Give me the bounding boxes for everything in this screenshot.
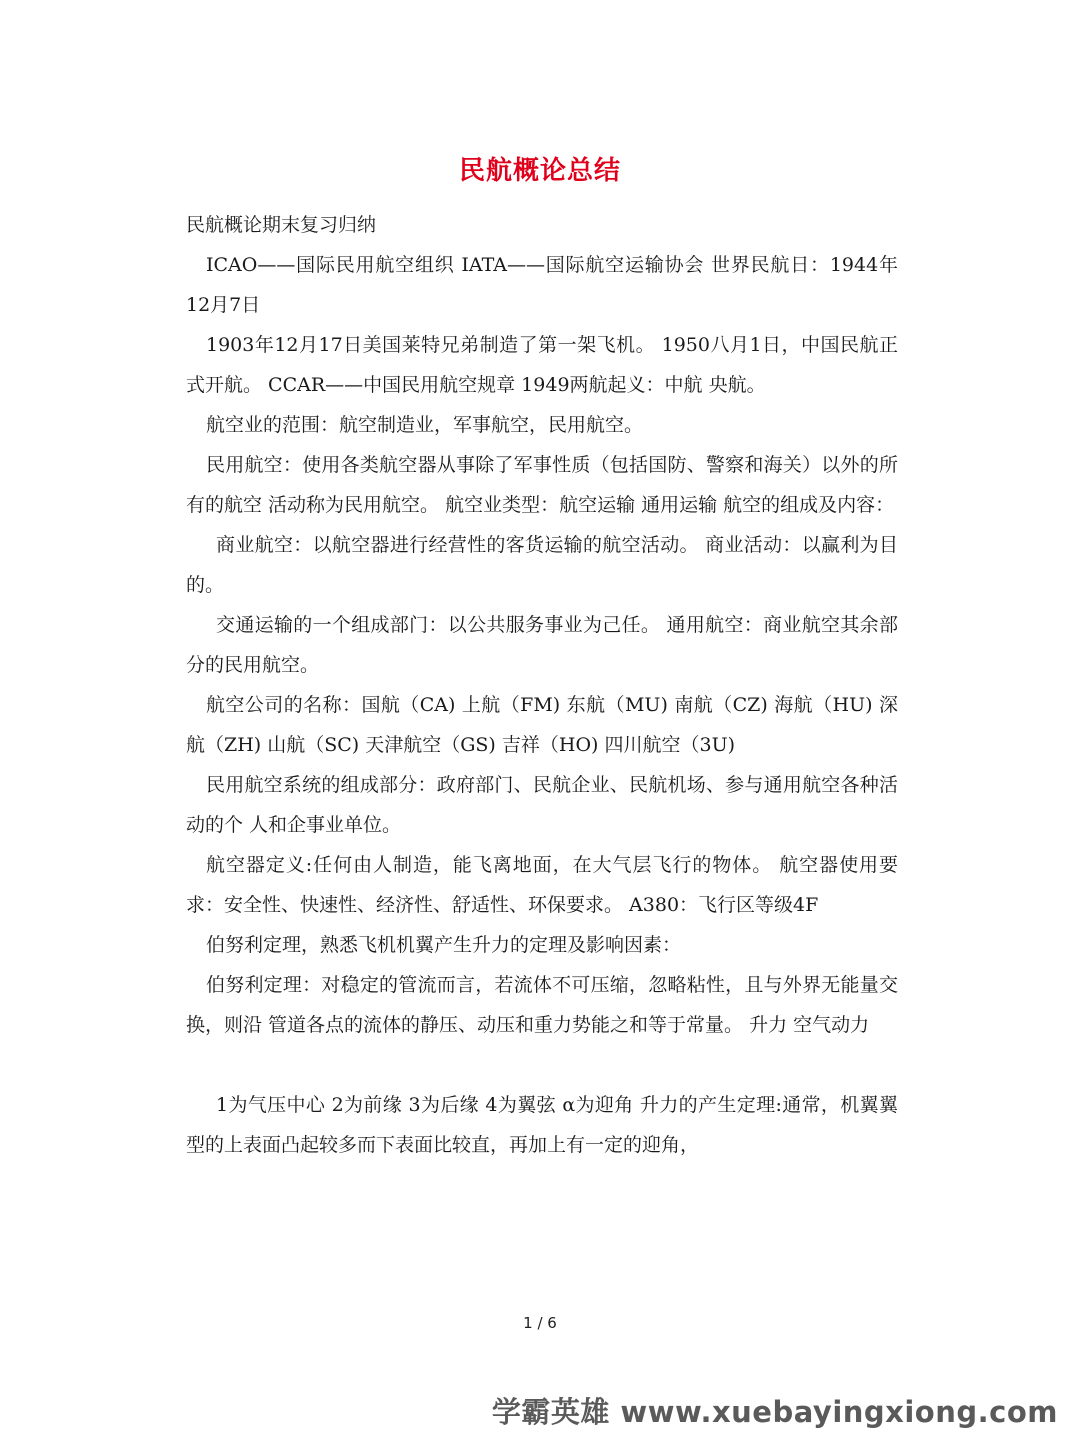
paragraph-subtitle: 民航概论期末复习归纳: [186, 214, 377, 236]
paragraph-lift: 1为气压中心 2为前缘 3为后缘 4为翼弦 α为迎角 升力的产生定理:通常，机翼翼型的上表面凸起较多而下表面比较直，再加上有一定的迎角，: [186, 1094, 898, 1156]
paragraph-scope: 航空业的范围：航空制造业，军事航空，民用航空。: [206, 414, 644, 436]
paragraph-transport: 交通运输的一个组成部门：以公共服务事业为己任。 通用航空：商业航空其余部分的民用航空。: [186, 614, 898, 676]
paragraph-airlines: 航空公司的名称：国航（CA) 上航（FM) 东航（MU) 南航（CZ) 海航（HU) 深航（ZH) 山航（SC) 天津航空（GS) 吉祥（HO) 四川航空（3U): [186, 694, 898, 756]
paragraph-commercial-aviation: 商业航空：以航空器进行经营性的客货运输的航空活动。 商业活动：以赢利为目的。: [186, 534, 898, 596]
paragraph-bernoulli-heading: 伯努利定理，熟悉飞机机翼产生升力的定理及影响因素：: [206, 934, 682, 956]
document-title: 民航概论总结: [458, 156, 621, 186]
paragraph-history: 1903年12月17日美国莱特兄弟制造了第一架飞机。 1950八月1日，中国民航正式开航。 CCAR——中国民用航空规章 1949两航起义：中航 央航。: [186, 334, 898, 396]
paragraph-bernoulli-theorem: 伯努利定理：对稳定的管流而言，若流体不可压缩，忽略粘性，且与外界无能量交换，则沿 管道各点的流体的静压、动压和重力势能之和等于常量。 升力 空气动力: [186, 974, 898, 1036]
watermark: 学霸英雄 www.xuebayingxiong.com: [491, 1395, 1058, 1429]
blank-gap: [186, 1045, 898, 1085]
paragraph-organizations: ICAO——国际民用航空组织 IATA——国际航空运输协会 世界民航日：1944年12月7日: [186, 254, 898, 316]
paragraph-aircraft-definition: 航空器定义:任何由人制造，能飞离地面，在大气层飞行的物体。 航空器使用要求：安全性、快速性、经济性、舒适性、环保要求。 A380：飞行区等级4F: [186, 854, 898, 916]
paragraph-system-components: 民用航空系统的组成部分：政府部门、民航企业、民航机场、参与通用航空各种活动的个 人和企事业单位。: [186, 774, 898, 836]
page-number: 1 / 6: [523, 1314, 557, 1332]
document-body: [186, 205, 898, 1165]
paragraph-civil-aviation: 民用航空：使用各类航空器从事除了军事性质（包括国防、警察和海关）以外的所有的航空 活动称为民用航空。 航空业类型：航空运输 通用运输 航空的组成及内容：: [186, 454, 898, 516]
